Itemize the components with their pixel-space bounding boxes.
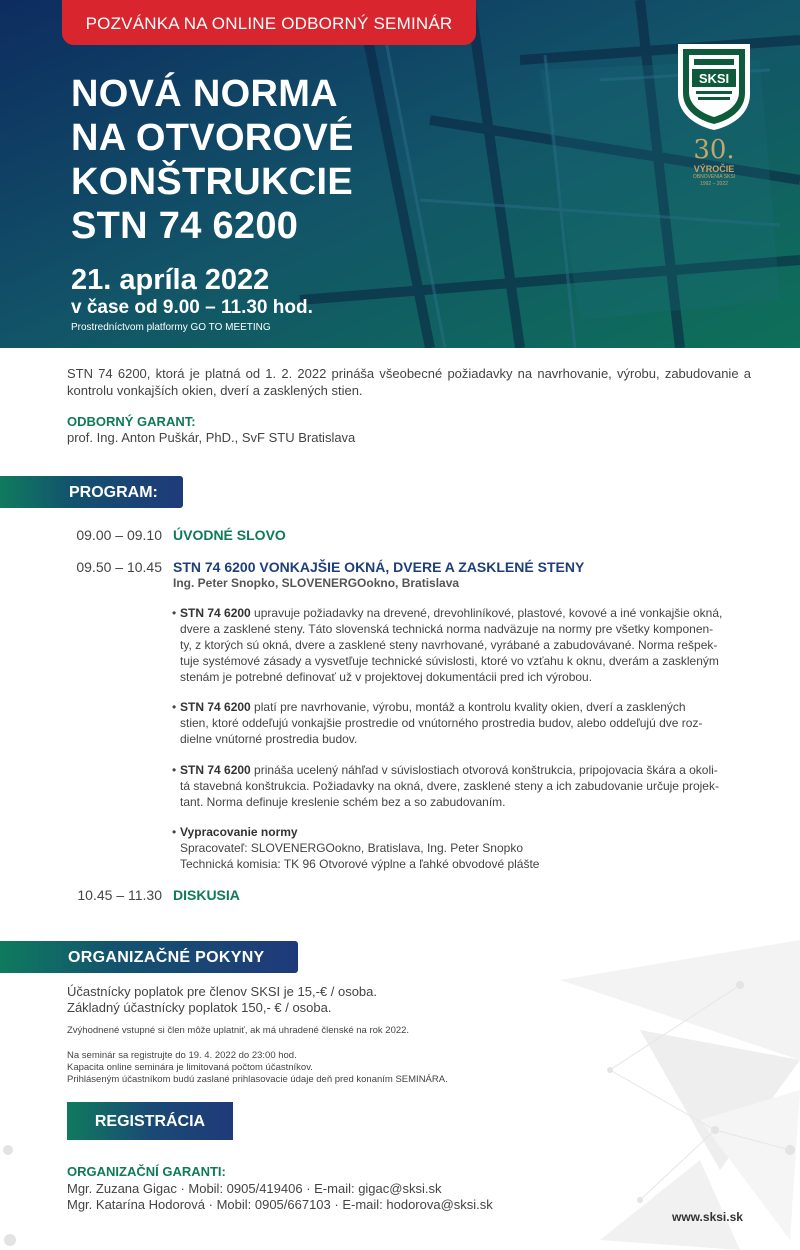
bullet-line: tá stavebná konštrukcia. Požiadavky na okná, dvere, zasklené steny a ich zabudovanie určuje projek- bbox=[180, 779, 719, 793]
program-heading: PROGRAM: bbox=[69, 484, 158, 501]
program-item-title: ÚVODNÉ SLOVO bbox=[173, 527, 286, 543]
seminar-title bbox=[71, 72, 354, 248]
note-line: Prihláseným účastníkom budú zaslané prihlasovacie údaje deň pred konaním SEMINÁRA. bbox=[67, 1074, 448, 1085]
title-line: KONŠTRUKCIE bbox=[71, 161, 353, 203]
bullet-line: upravuje požiadavky na drevené, drevohliníkové, plastové, kovové a iné vonkajšie okná, bbox=[250, 606, 723, 620]
bullet-line: ty, z ktorých sú okná, dvere a zasklené steny navrhované, vyrábané a zabudovávané. Norma rešpek- bbox=[180, 638, 718, 652]
anniversary-number: 30. bbox=[693, 135, 735, 165]
fee-info bbox=[67, 984, 377, 1016]
bullet-bold: Vypracovanie normy bbox=[180, 825, 298, 839]
garant-value: prof. Ing. Anton Puškár, PhD., SvF STU Bratislava bbox=[67, 430, 356, 445]
bullet-bold: STN 74 6200 bbox=[180, 700, 251, 714]
program-item-title: STN 74 6200 VONKAJŠIE OKNÁ, DVERE A ZASKLENÉ STENY bbox=[173, 559, 585, 575]
sksi-logo bbox=[676, 42, 752, 132]
organization-heading-bar bbox=[0, 941, 298, 973]
invitation-tag: POZVÁNKA NA ONLINE ODBORNÝ SEMINÁR bbox=[62, 0, 476, 45]
intro-text: STN 74 6200, ktorá je platná od 1. 2. 2022 prináša všeobecné požiadavky na navrhovanie, výrobu, zabudovanie a kontrolu vonkajších okien, dverí a zasklených stien. bbox=[67, 366, 751, 398]
bullet-line: dielne vnútorné prostredia budov. bbox=[180, 732, 358, 746]
anniversary-label: VÝROČIE bbox=[693, 164, 735, 174]
bullet-line: platí pre navrhovanie, výrobu, montáž a kontrolu kvality okien, dverí a zasklených bbox=[250, 700, 686, 714]
registration-button[interactable]: REGISTRÁCIA bbox=[67, 1102, 233, 1140]
bullet-line: tant. Norma definuje kreslenie schém bez a so zabudovaním. bbox=[180, 795, 506, 809]
title-line: STN 74 6200 bbox=[71, 205, 299, 247]
bullet-dot: • bbox=[172, 606, 177, 620]
title-line: NOVÁ NORMA bbox=[71, 73, 338, 115]
program-bullet bbox=[172, 699, 766, 747]
website-link[interactable]: www.sksi.sk bbox=[672, 1210, 743, 1224]
bullet-line: Technická komisia: TK 96 Otvorové výplne a ľahké obvodové plášte bbox=[180, 857, 540, 871]
bullet-dot: • bbox=[172, 700, 177, 714]
bullet-line: stien, ktoré oddeľujú vonkajšie prostredie od vnútorného prostredia budov, alebo oddeľujú dve roz- bbox=[180, 716, 703, 730]
bullet-line: prináša ucelený náhľad v súvislostiach otvorová konštrukcia, pripojovacia škára a okoli- bbox=[250, 763, 718, 777]
note-line: Kapacita online seminára je limitovaná počtom účastníkov. bbox=[67, 1062, 313, 1073]
anniversary-badge bbox=[676, 136, 752, 188]
program-item-title: DISKUSIA bbox=[173, 887, 240, 903]
program-bullet bbox=[172, 762, 766, 810]
bullet-dot: • bbox=[172, 763, 177, 777]
fee-base: Základný účastnícky poplatok 150,- € / osoba. bbox=[67, 1000, 332, 1015]
fee-member: Účastnícky poplatok pre členov SKSI je 15,-€ / osoba. bbox=[67, 984, 378, 999]
anniversary-sub: OBNOVENIA SKSI bbox=[692, 174, 736, 180]
anniversary-years: 1992 – 2022 bbox=[700, 181, 728, 187]
program-speaker: Ing. Peter Snopko, SLOVENERGOokno, Bratislava bbox=[173, 576, 460, 590]
hero-banner bbox=[0, 0, 800, 348]
note-line: Na seminár sa registrujte do 19. 4. 2022 do 23:00 hod. bbox=[67, 1050, 297, 1061]
discount-note: Zvýhodnené vstupné si člen môže uplatniť, ak má uhradené členské na rok 2022. bbox=[67, 1025, 410, 1036]
program-bullet bbox=[172, 605, 766, 685]
program-time: 09.50 – 10.45 bbox=[76, 559, 162, 575]
program-heading-bar bbox=[0, 476, 183, 508]
logo-text: SKSI bbox=[698, 71, 730, 86]
bullet-line: tuje systémové zásady a vysvetľuje technické súvislosti, ktoré vo vzťahu k oknu, dverám a zaskleným bbox=[180, 654, 719, 668]
program-time: 09.00 – 09.10 bbox=[76, 527, 162, 543]
contact-line: Mgr. Katarína Hodorová · Mobil: 0905/667103 · E-mail: hodorova@sksi.sk bbox=[67, 1197, 493, 1212]
bullet-line: Spracovateľ: SLOVENERGOokno, Bratislava, Ing. Peter Snopko bbox=[180, 841, 524, 855]
title-line: NA OTVOROVÉ bbox=[71, 117, 354, 159]
organization-heading: ORGANIZAČNÉ POKYNY bbox=[68, 949, 265, 966]
event-date: 21. apríla 2022 bbox=[71, 264, 270, 296]
bullet-dot: • bbox=[172, 825, 177, 839]
event-platform: Prostredníctvom platformy GO TO MEETING bbox=[71, 322, 271, 333]
garant-label: ODBORNÝ GARANT: bbox=[67, 414, 196, 429]
bullet-line: stenám je potrebné definovať už v projektovej dokumentácii pred ich výrobou. bbox=[180, 670, 593, 684]
event-time: v čase od 9.00 – 11.30 hod. bbox=[71, 297, 313, 318]
bullet-line: dvere a zasklené steny. Táto slovenská technická norma nadväzuje na normy pre všetky komponen- bbox=[180, 622, 714, 636]
registration-notes bbox=[67, 1050, 448, 1086]
contact-line: Mgr. Zuzana Gigac · Mobil: 0905/419406 · E-mail: gigac@sksi.sk bbox=[67, 1181, 442, 1196]
bullet-bold: STN 74 6200 bbox=[180, 606, 251, 620]
program-bullet bbox=[172, 824, 766, 872]
guarantors-label: ORGANIZAČNÍ GARANTI: bbox=[67, 1164, 226, 1179]
program-time: 10.45 – 11.30 bbox=[77, 887, 162, 903]
bullet-bold: STN 74 6200 bbox=[180, 763, 251, 777]
